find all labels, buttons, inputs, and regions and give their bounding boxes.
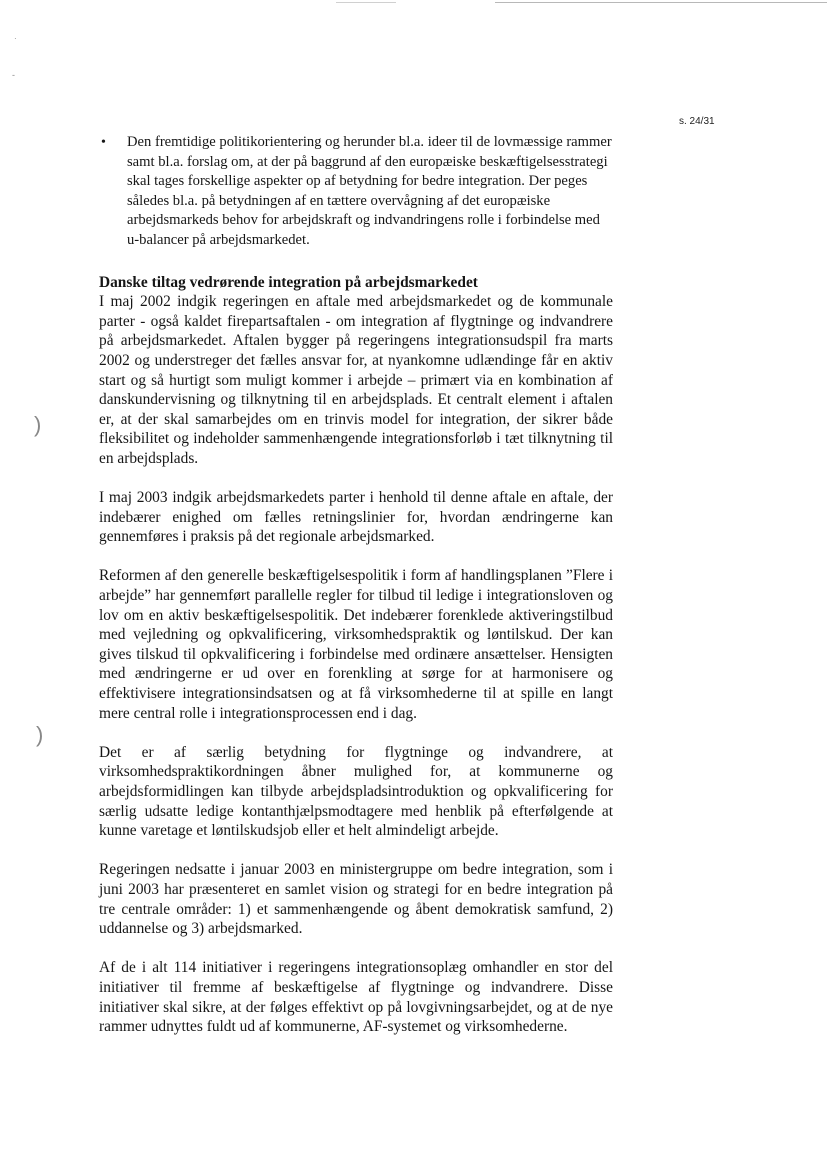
bullet-icon: • (101, 135, 106, 150)
paragraph: Af de i alt 114 initiativer i regeringens integrationsoplæg omhandler en stor del initiativer til fremme af beskæftigelse af flygtninge og indvandrere. Disse initiativer skal sikre, at der følges effektivt op på lovgivningsarbejdet, og at de nye rammer udnyttes fuldt ud af kommunerne, AF-systemet og virksomhederne. (99, 959, 613, 1036)
paragraph: Reformen af den generelle beskæftigelsespolitik i form af handlingsplanen ”Flere i arbejde” har gennemført parallelle regler for tilbud til ledige i integrationsloven og lov om en aktiv beskæftigelsespolitik. Det indebærer forenklede aktiveringstilbud med vejledning og opkvalificering, virksomhedspraktik og løntilskud. Der kan gives tilskud til opkvalificering i forbindelse med ordinære ansættelser. Hensigten med ændringerne er ud over en forenkling at sørge for at harmonisere og effektivisere integrationsindsatsen og at få virksomhederne til at spille en langt mere central rolle i integrationsprocessen end i dag. (99, 567, 613, 722)
document-body (90, 133, 613, 1037)
paragraph: I maj 2003 indgik arbejdsmarkedets parter i henhold til denne aftale en aftale, der indebærer enighed om fælles retningslinier for, hvordan ændringerne kan gennemføres i praksis på det regionale arbejdsmarked. (99, 489, 613, 546)
page-number: s. 24/31 (679, 116, 715, 127)
punch-hole-mark: ) (34, 412, 42, 437)
paragraph: I maj 2002 indgik regeringen en aftale med arbejdsmarkedet og de kommunale parter - også kaldet firepartsaftalen - om integration af flygtninge og indvandrere på arbejdsmarkedet. Aftalen bygger på regeringens integrationsudspil fra marts 2002 og understreger det fælles ansvar for, at nyankomne udlændinge får en aktiv start og så hurtigt som muligt kommer i arbejde – primært via en kombination af danskundervisning og tilknytning til en arbejdsplads. Et centralt element i aftalen er, at der skal samarbejdes om en trinvis model for integration, der sikrer både fleksibilitet og indeholder sammenhængende integrationsforløb i tæt tilknytning til en arbejdsplads. (99, 293, 613, 467)
scan-artifact-line-right (495, 2, 827, 3)
paragraph: Regeringen nedsatte i januar 2003 en ministergruppe om bedre integration, som i juni 2003 har præsenteret en samlet vision og strategi for en bedre integration på tre centrale områder: 1) et sammenhængende og åbent demokratisk samfund, 2) uddannelse og 3) arbejdsmarked. (99, 861, 613, 938)
bullet-text: Den fremtidige politikorientering og herunder bl.a. ideer til de lovmæssige rammer samt bl.a. forslag om, at der på baggrund af den europæiske beskæftigelsesstrategi skal tages forskellige aspekter op af betydning for bedre integration. Der peges således bl.a. på betydningen af en tættere overvågning af det europæiske arbejdsmarkeds behov for arbejdskraft og indvandringens rolle i forbindelse med u-balancer på arbejdsmarkedet. (127, 134, 612, 248)
scan-speck: - (12, 70, 15, 80)
scan-speck: · (14, 34, 17, 43)
punch-hole-mark: ) (36, 722, 44, 747)
bullet-item (101, 133, 613, 251)
section-heading: Danske tiltag vedrørende integration på arbejdsmarkedet (99, 273, 478, 291)
paragraph: Det er af særlig betydning for flygtninge og indvandrere, at virksomhedspraktikordningen åbner mulighed for, at kommunerne og arbejdsformidlingen kan tilbyde arbejdspladsintroduktion og opkvalificering for særlig udsatte ledige kontanthjælpsmodtagere med henblik på efterfølgende at kunne varetage et løntilskudsjob eller et helt almindeligt arbejde. (99, 743, 613, 840)
scan-artifact-line-left (336, 2, 396, 3)
